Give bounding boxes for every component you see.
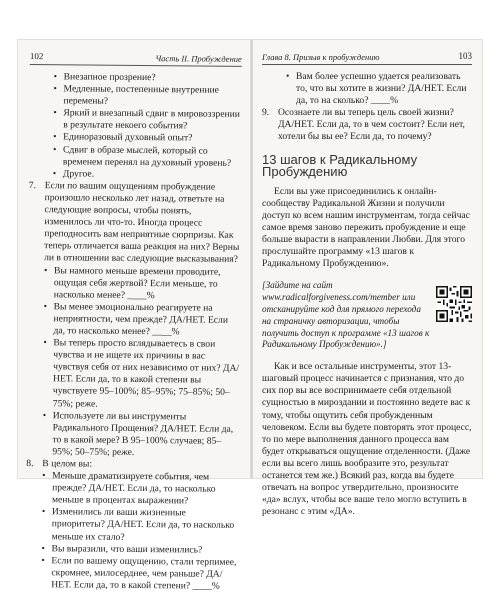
- left-page-content: [19, 71, 248, 593]
- paragraph: Если вы уже присоединились к онлайн-сообществу Радикальной Жизни и получили доступ ко всем нашим инструментам, тогда сейчас самое время заново пережить пробуждение и еще больше вырасти в направлении Любви. Для этого прослушайте программу «13 шагов к Радикальному Пробуждению».: [262, 185, 470, 270]
- page-number: 102: [29, 51, 44, 62]
- item-text: Осознаете ли вы теперь цель своей жизни? ДА/НЕТ. Если да, то в чем состоит? Если нет, хотели бы вы ее? Если да, то почему?: [278, 107, 465, 143]
- list-item: • Сдвиг в образе мыслей, который со временем перенял на духовный уровень?: [53, 144, 241, 170]
- list-item: • Единоразовый духовный опыт?: [53, 132, 241, 146]
- list-item: • Изменились ли ваши жизненные приоритеты? ДА/НЕТ. Если да, то насколько меньше их стало?: [42, 507, 238, 545]
- right-page: [256, 40, 478, 518]
- list-item: • Вы выразили, что ваши изменились?: [42, 543, 238, 557]
- right-page-content: [256, 71, 478, 518]
- left-page-header: [30, 46, 242, 67]
- bullet-list: [41, 470, 238, 593]
- numbered-item-8: [25, 458, 238, 593]
- paragraph: Как и все остальные инструменты, этот 13-шаговый процесс начинается с признания, что до сих пор вы все воспринимаете себя отдельной сущностью в мироздании и постоянно ведете вас к тому, чтобы ощутить себя пробужденным человеком. Если вы будете повторять этот процесс, то по мере выполнения данного процесса вам будет открываться ощущение отделенности. (Даже если вы всего лишь вообразите это, результат останется тем же.) Всякий раз, когда вы будете отвечать на вопрос утвердительно, произносите «да» вслух, чтобы все ваше тело могло вступить в резонанс с этим «ДА».: [262, 361, 472, 518]
- qr-callout: [262, 280, 472, 351]
- running-header: Часть II. Пробуждение: [155, 53, 242, 64]
- item-number: 8.: [26, 458, 34, 470]
- qr-instructions: [Зайдите на сайт www.radicalforgiveness.com/member или отсканируйте код для прямого перехода на страничку авторизации, чтобы получить доступ к программе «13 шагов к Радикальному Пробуждению».]: [262, 280, 430, 350]
- page-number: 103: [458, 51, 472, 61]
- list-item: • Используете ли вы инструменты Радикального Прощения? ДА/НЕТ. Если да, то в какой мере? В 95–100% случаев; 85–95%; 50–75%; реже.: [42, 410, 238, 460]
- list-item: • Меньше драматизируете события, чем прежде? ДА/НЕТ. Если да, то насколько меньше в процентах выражении?: [42, 470, 238, 508]
- running-header: Глава 8. Призыв к пробуждению: [262, 52, 380, 62]
- list-item: • Медленные, постепенные внутренние перемены?: [53, 83, 241, 109]
- list-item: • Вам более успешно удается реализовать то, что вы хотите в жизни? ДА/НЕТ. Если да, то на сколько? ____%: [286, 71, 472, 107]
- item-text: Если по вашим ощущениям пробуждение произошло несколько лет назад, ответьте на следующие вопросы, чтобы понять, изменилось ли что-то. Иногда процесс преподносить вам неприятные сюрпризы. Как теперь отличается ваша реакция на них? Верны ли в отношении вас следующие высказывания?: [44, 180, 240, 266]
- right-page-header: [262, 46, 472, 65]
- numbered-item-9: [262, 107, 472, 143]
- qr-code-icon[interactable]: [436, 286, 472, 322]
- numbered-item-7: [26, 180, 240, 460]
- bullet-list: [42, 265, 240, 460]
- item-number: 9.: [262, 107, 270, 119]
- list-item: • Вы намного меньше времени проводите, ощущая себя жертвой? Если меньше, то насколько менее? ____%: [44, 265, 240, 303]
- left-page: [20, 40, 248, 592]
- list-item: • Внезапное прозрение?: [54, 71, 242, 85]
- list-item: • Если по вашему ощущению, стали терпимее, скромнее, милосерднее, чем раньше? ДА/НЕТ. Если да, то в какой степени? ____%: [41, 555, 237, 593]
- item-text: В целом вы:: [42, 458, 93, 470]
- book-gutter: [250, 40, 253, 478]
- item-number: 7.: [28, 179, 36, 191]
- list-item: • Вы теперь просто вглядываетесь в свои чувства и не ищете их причины в вас чувствуя себя от них независимо от них? ДА/НЕТ. Если да, то в какой степени вы чувствуете 95–100%; 85–95%; 75–85%; 50–75%; реже.: [43, 337, 240, 411]
- list-item: • Вы менее эмоционально реагируете на неприятности, чем прежде? ДА/НЕТ. Если да, то насколько менее? ____%: [43, 301, 239, 339]
- bullet-list: [53, 71, 242, 181]
- list-item: • Яркий и внезапный сдвиг в мировоззрении в результате некоего события?: [53, 108, 241, 134]
- bullet-list: [286, 71, 472, 107]
- book-spread: [18, 40, 482, 592]
- section-title: 13 шагов к Радикальному Пробуждению: [262, 151, 418, 179]
- list-item: • Другое.: [53, 168, 241, 182]
